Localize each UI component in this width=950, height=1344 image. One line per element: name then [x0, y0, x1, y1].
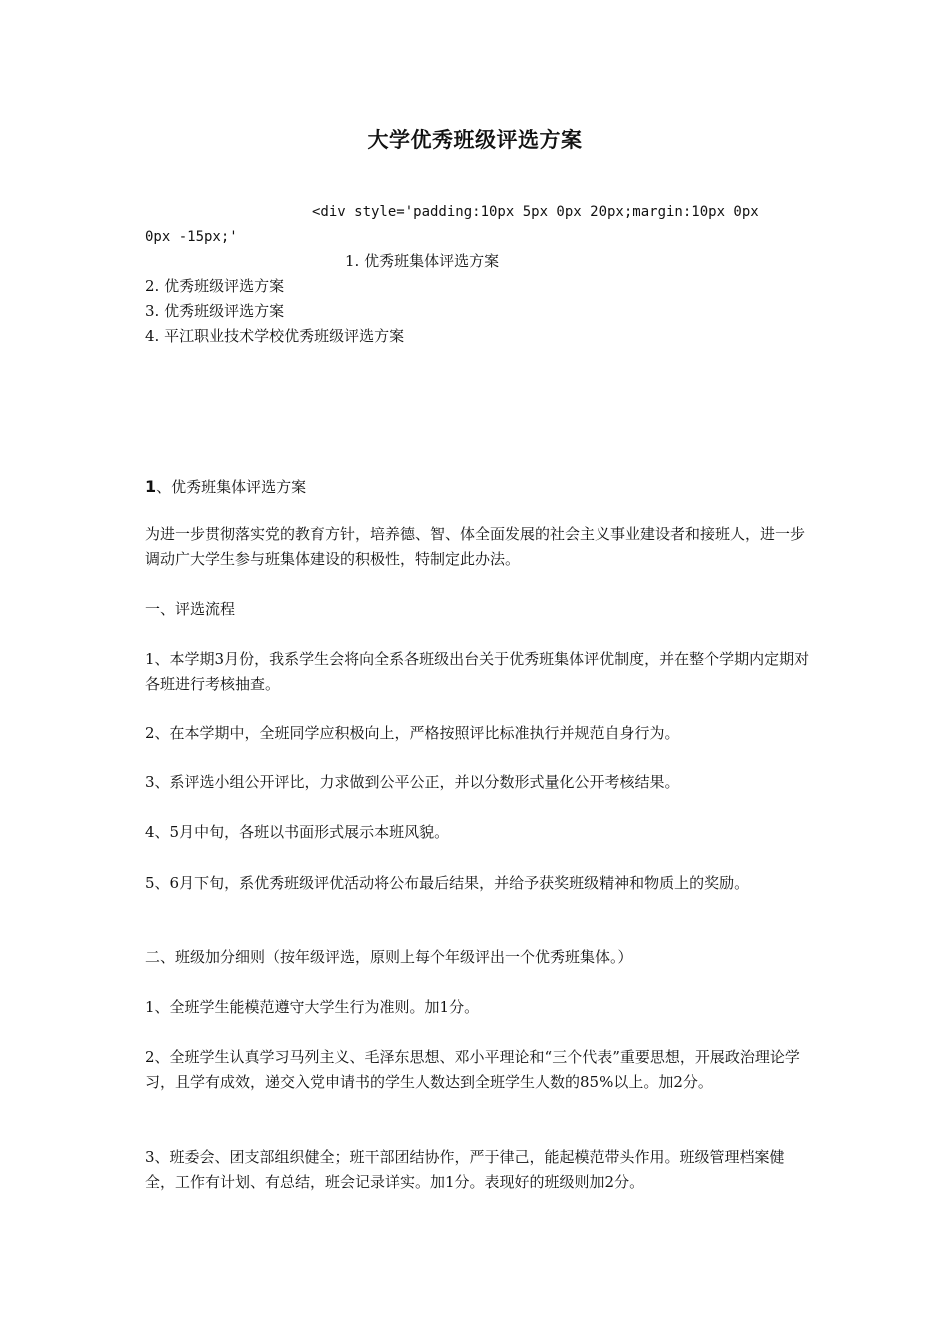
section-heading	[145, 474, 810, 500]
html-code-fragment-line2: 0px -15px;'	[145, 229, 238, 245]
process-item-4: 4、5月中旬，各班以书面形式展示本班风貌。	[145, 823, 450, 841]
section-number: 1	[145, 477, 157, 496]
process-item-5: 5、6月下旬，系优秀班级评优活动将公布最后结果，并给予获奖班级精神和物质上的奖励。	[145, 874, 750, 892]
process-item-1: 1、本学期3月份，我系学生会将向全系各班级出台关于优秀班集体评优制度，并在整个学期内定期对各班进行考核抽查。	[145, 650, 810, 693]
bonus-item-1: 1、全班学生能模范遵守大学生行为准则。加1分。	[145, 998, 480, 1016]
process-item-3: 3、系评选小组公开评比，力求做到公平公正，并以分数形式量化公开考核结果。	[145, 773, 680, 791]
heading-evaluation-process: 一、评选流程	[145, 600, 236, 618]
toc-item-2[interactable]: 2. 优秀班级评选方案	[145, 277, 285, 295]
process-item-2: 2、在本学期中，全班同学应积极向上，严格按照评比标准执行并规范自身行为。	[145, 724, 680, 742]
toc-item-3[interactable]: 3. 优秀班级评选方案	[145, 302, 285, 320]
section-heading-text: 、优秀班集体评选方案	[156, 478, 307, 496]
bonus-item-3: 3、班委会、团支部组织健全；班干部团结协作，严于律己，能起模范带头作用。班级管理档案健全，工作有计划、有总结，班会记录详实。加1分。表现好的班级则加2分。	[145, 1148, 785, 1191]
toc-item-1[interactable]: 1. 优秀班集体评选方案	[345, 252, 500, 270]
html-code-fragment-line1: <div style='padding:10px 5px 0px 20px;margin:10px 0px	[312, 204, 759, 220]
bonus-item-2: 2、全班学生认真学习马列主义、毛泽东思想、邓小平理论和“三个代表”重要思想，开展政治理论学习，且学有成效，递交入党申请书的学生人数达到全班学生人数的85%以上。加2分。	[145, 1048, 800, 1091]
document-title: 大学优秀班级评选方案	[367, 128, 583, 152]
intro-paragraph: 为进一步贯彻落实党的教育方针，培养德、智、体全面发展的社会主义事业建设者和接班人，进一步调动广大学生参与班集体建设的积极性，特制定此办法。	[145, 525, 806, 568]
toc-item-4[interactable]: 4. 平江职业技术学校优秀班级评选方案	[145, 327, 405, 345]
heading-bonus-rules: 二、班级加分细则（按年级评选，原则上每个年级评出一个优秀班集体。）	[145, 948, 633, 966]
